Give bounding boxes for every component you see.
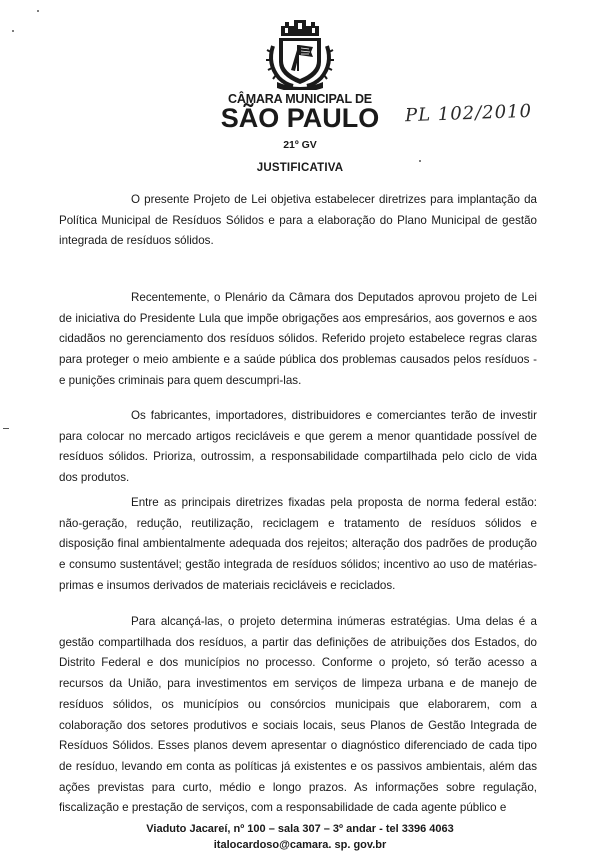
paragraph-3: Os fabricantes, importadores, distribuidores e comerciantes terão de investir para colocar no mercado artigos recicláveis e que gerem a menor quantidade possível de resíduos sólidos. Prioriza, outrossim, a responsabilidade compartilhada pelo ciclo de vida dos produtos. <box>59 409 537 485</box>
office-code: 21º GV <box>283 139 317 151</box>
scan-speck <box>3 428 9 429</box>
paragraph-4: Entre as principais diretrizes fixadas pela proposta de norma federal estão: não-geração, redução, reutilização, reciclagem e tratamento de resíduos sólidos e disposição final ambientalmente adequada dos rejeitos; alteração dos padrões de produção e consumo sustentável; gestão integrada de resíduos sólidos; incentivo ao uso de matérias-primas e insumos derivados de materiais recicláveis e reciclados. <box>59 496 537 592</box>
document-title: JUSTIFICATIVA <box>256 162 344 174</box>
sao-paulo-coat-of-arms-icon <box>263 18 337 90</box>
footer-email: italocardoso@camara. sp. gov.br <box>213 839 387 851</box>
footer-address: Viaduto Jacareí, nº 100 – sala 307 – 3º andar - tel 3396 4063 <box>146 823 454 835</box>
scan-speck <box>37 10 39 12</box>
paragraph-2: Recentemente, o Plenário da Câmara dos Deputados aprovou projeto de Lei de iniciativa do Presidente Lula que impõe obrigações aos empresários, aos governos e aos cidadãos no gerenciamento dos resíduos sólidos. Referido projeto estabelece regras claras para proteger o meio ambiente e a saúde pública dos problemas causados pelos resíduos - e punições criminais para quem descumpri-las. <box>59 291 537 387</box>
organization-name-line2: SÃO PAULO <box>220 103 380 133</box>
handwritten-bill-number: PL 102/2010 <box>404 100 533 127</box>
paragraph-1: O presente Projeto de Lei objetiva estabelecer diretrizes para implantação da Política Municipal de Resíduos Sólidos e para a elaboração do Plano Municipal de gestão integrada de resíduos sólidos. <box>59 193 537 248</box>
organization-name-line1: CÂMARA MUNICIPAL DE <box>228 92 372 106</box>
scan-speck <box>12 30 14 32</box>
paragraph-5: Para alcançá-las, o projeto determina inúmeras estratégias. Uma delas é a gestão compartilhada dos resíduos, a partir das definições de atribuições dos Estados, do Distrito Federal e dos municípios no processo. Conforme o projeto, só terão acesso a recursos da União, para investimentos em serviços de limpeza urbana e de manejo de resíduos sólidos, os municípios ou consórcios municipais que elaborarem, com a colaboração dos setores produtivos e sociais locais, seus Planos de Gestão Integrada de Resíduos Sólidos. Esses planos devem apresentar o diagnóstico diferenciado de cada tipo de resíduo, levando em conta as políticas já existentes e os passivos ambientais, além das ações previstas para curto, médio e longo prazos. As informações sobre regulação, fiscalização e prestação de serviços, com a responsabilidade de cada agente público e <box>59 615 537 815</box>
